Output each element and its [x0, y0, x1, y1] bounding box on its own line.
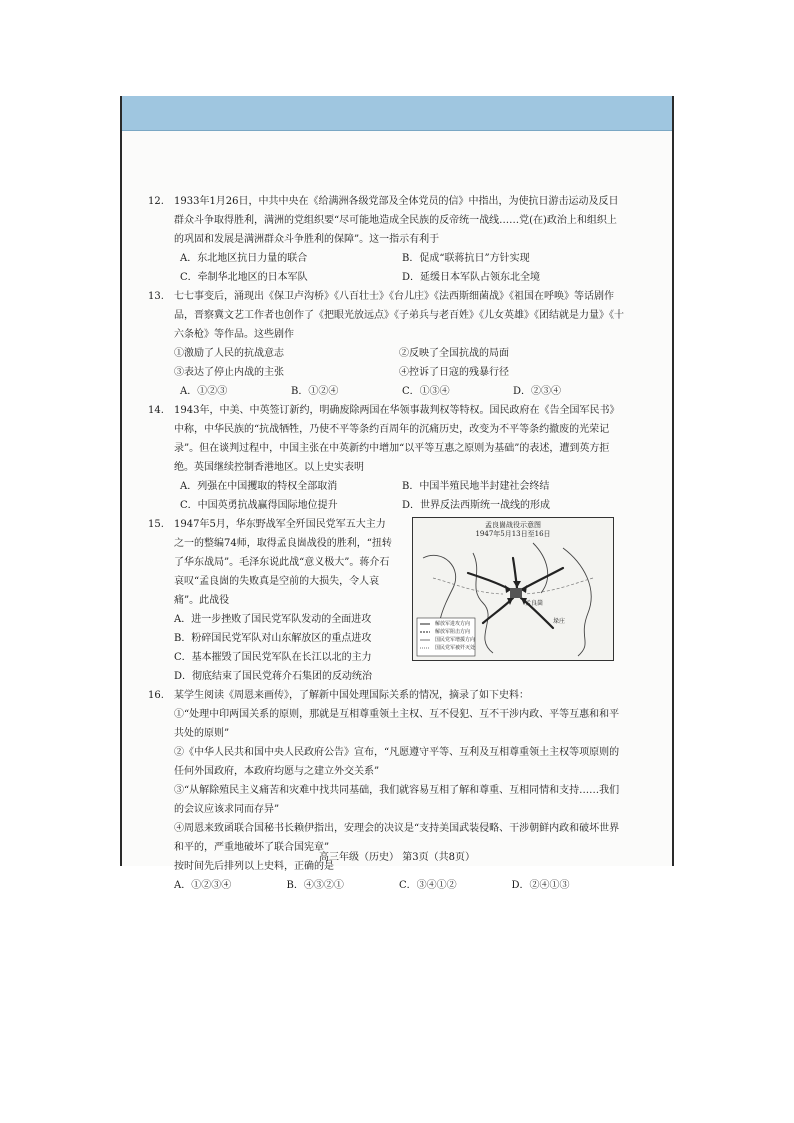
legend-item: 国民党军被歼灭处: [435, 645, 476, 651]
statement-3: ③表达了停止内战的主张: [174, 367, 284, 378]
question-stem: 1943年，中美、中英签订新约，明确废除两国在华领事裁判权等特权。国民政府在《告全国军民书》中称，中华民族的“抗战牺牲，乃使不平等条约百周年的沉痛历史，改变为不平等条约撤废的光荣记录”。但在谈判过程中，中国主张在中英新约中增加“以平等互惠之原则为基础”的表述，遭到英方拒绝。英国继续控制香港地区。以上史实表明: [174, 405, 620, 473]
question-prompt: 按时间先后排列以上史料，正确的是: [174, 861, 334, 872]
place-label-menglianggu: 孟良崮: [525, 600, 544, 607]
question-stem: 1933年1月26日，中共中央在《给满洲各级党部及全体党员的信》中指出，为使抗日游击运动及反日群众斗争取得胜利，满洲的党组织要“尽可能地造成全民族的反帝统一战线……党(在)政治上和组织上的巩固和发展是满洲群众斗争胜利的保障”。这一指示有利于: [174, 196, 619, 245]
header-banner: [122, 96, 672, 131]
source-3: ③“从解除殖民主义痛苦和灾难中找共同基础，我们就容易互相了解和尊重、互相同情和支持……我们的会议应该求同而存异”: [174, 785, 620, 815]
option-b: B．促成“联蒋抗日”方针实现: [402, 253, 530, 264]
answer-options: [174, 610, 392, 686]
question-number: 13.: [148, 291, 164, 302]
question-number: 15.: [148, 519, 164, 530]
map-legend: [435, 620, 475, 652]
legend-item: 解放军阻击方向: [435, 629, 471, 635]
option-a: A．①②③: [180, 386, 228, 397]
question-stem: 某学生阅读《周恩来画传》，了解新中国处理国际关系的情况，摘录了如下史料：: [174, 690, 529, 701]
option-b: B．粉碎国民党军队对山东解放区的重点进攻: [174, 633, 372, 644]
option-d: D．②④①③: [511, 880, 570, 891]
option-c: C．③④①②: [399, 880, 457, 891]
statement-2: ②反映了全国抗战的局面: [399, 348, 509, 359]
option-c: C．中国英勇抗战赢得国际地位提升: [180, 500, 338, 511]
answer-options: [174, 876, 624, 895]
map-subtitle: 1947年5月13日至16日: [475, 530, 551, 538]
option-c: C．牵制华北地区的日本军队: [180, 272, 308, 283]
legend-item: 解放军进攻方向: [435, 621, 471, 627]
battle-map-figure: [412, 517, 614, 661]
source-1: ①“处理中印两国关系的原则，那就是互相尊重领土主权、互不侵犯、互不干涉内政、平等互惠和和平共处的原则”: [174, 709, 620, 739]
statement-1: ①激励了人民的抗战意志: [174, 348, 284, 359]
option-d: D．延缓日本军队占领东北全境: [402, 272, 541, 283]
question-13: [148, 287, 624, 401]
question-number: 12.: [148, 196, 164, 207]
exam-page: [120, 96, 674, 891]
question-14: [148, 401, 624, 515]
option-d: D．彻底结束了国民党蒋介石集团的反动统治: [174, 671, 373, 682]
option-a: A．列强在中国攫取的特权全部取消: [180, 481, 338, 492]
statement-items: [174, 344, 624, 382]
question-15: [148, 515, 624, 686]
answer-options: [174, 249, 624, 287]
question-stem: 七七事变后，涌现出《保卫卢沟桥》《八百壮士》《台儿庄》《法西斯细菌战》《祖国在呼唤》等话剧作品，晋察冀文艺工作者也创作了《把眼光放远点》《子弟兵与老百姓》《儿女英雄》《团结就是力量》《十六条枪》等作品。这些剧作: [174, 291, 624, 340]
legend-item: 国民党军增援方向: [435, 637, 476, 643]
question-area: [148, 192, 624, 895]
place-label-duozhuang: 垛庄: [553, 618, 566, 625]
option-b: B．①②④: [291, 386, 339, 397]
option-c: C．基本摧毁了国民党军队在长江以北的主力: [174, 652, 372, 663]
question-stem: 1947年5月，华东野战军全歼国民党军五大主力之一的整编74师，取得孟良崮战役的胜利，“扭转了华东战局”。毛泽东说此战“意义极大”。蒋介石哀叹“孟良崮的失败真是空前的大损失，令人哀痛”。此战役: [174, 519, 392, 606]
question-16: [148, 686, 624, 895]
option-d: D．②③④: [513, 386, 562, 397]
answer-options: [174, 382, 624, 401]
option-d: D．世界反法西斯统一战线的形成: [402, 500, 551, 511]
option-c: C．①③④: [402, 386, 450, 397]
answer-options: [174, 477, 624, 515]
source-2: ②《中华人民共和国中央人民政府公告》宣布，“凡愿遵守平等、互利及互相尊重领土主权等项原则的任何外国政府，本政府均愿与之建立外交关系”: [174, 747, 620, 777]
option-a: A．①②③④: [174, 880, 232, 891]
source-4: ④周恩来致函联合国秘书长赖伊指出，安理会的决议是“支持美国武装侵略、干涉朝鲜内政和破坏世界和平的，严重地破坏了联合国宪章”: [174, 823, 620, 853]
option-a: A．东北地区抗日力量的联合: [180, 253, 308, 264]
option-b: B．④③②①: [286, 880, 344, 891]
page-footer: 高三年级（历史） 第3页（共8页）: [319, 852, 475, 863]
map-title-line-1: 孟良崮战役示意图: [485, 521, 541, 529]
question-number: 16.: [148, 690, 164, 701]
question-number: 14.: [148, 405, 164, 416]
option-a: A．进一步挫败了国民党军队发动的全面进攻: [174, 614, 372, 625]
question-12: [148, 192, 624, 287]
option-b: B．中国半殖民地半封建社会终结: [402, 481, 550, 492]
statement-4: ④控诉了日寇的残暴行径: [399, 367, 509, 378]
